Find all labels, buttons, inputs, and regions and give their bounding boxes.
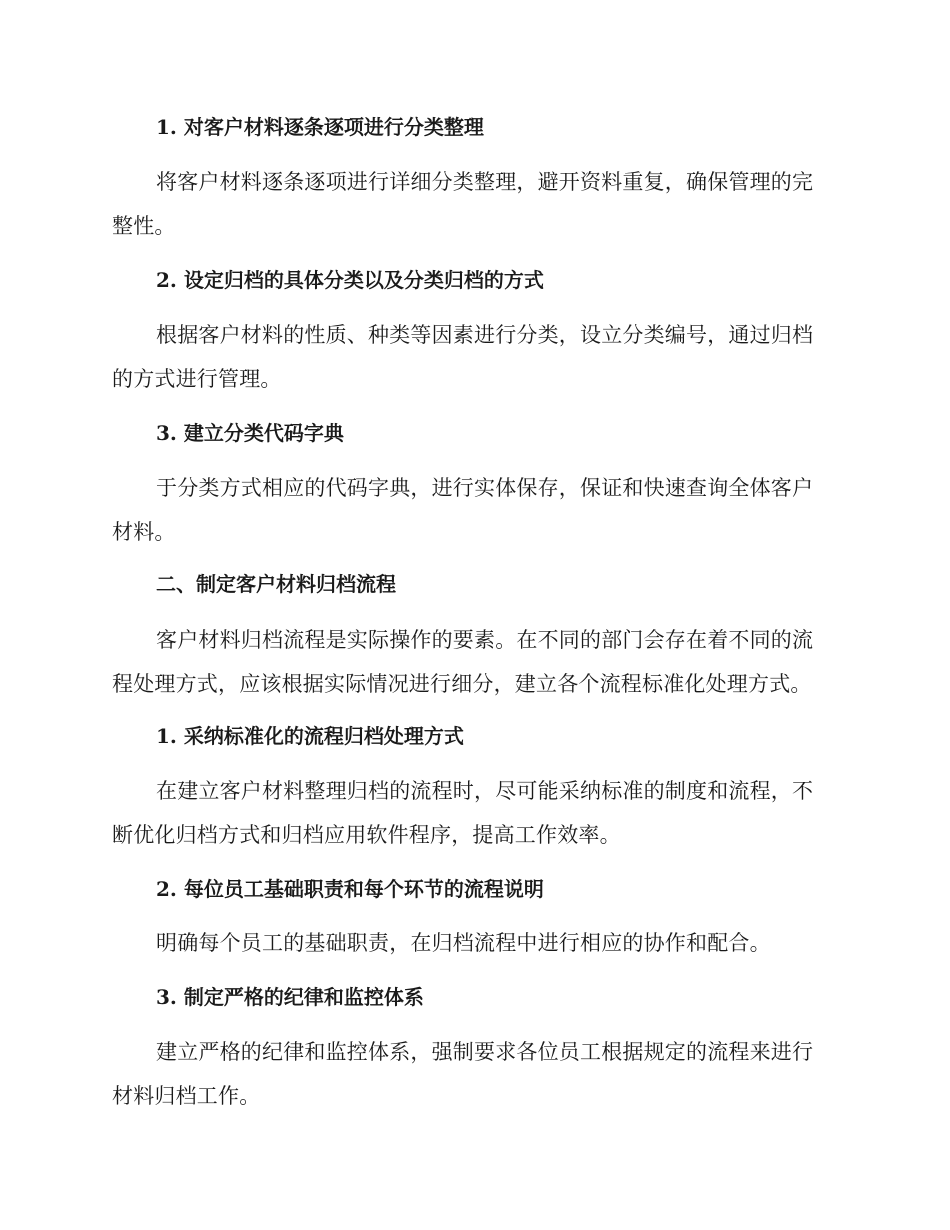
section-heading: 2. 每位员工基础职责和每个环节的流程说明 bbox=[156, 877, 544, 901]
section-paragraph: 建立严格的纪律和监控体系，强制要求各位员工根据规定的流程来进行材料归档工作。 bbox=[112, 1040, 814, 1108]
section-heading: 2. 设定归档的具体分类以及分类归档的方式 bbox=[156, 268, 544, 292]
section-paragraph: 在建立客户材料整理归档的流程时，尽可能采纳标准的制度和流程，不断优化归档方式和归档应用软件程序，提高工作效率。 bbox=[112, 779, 814, 847]
section-paragraph: 明确每个员工的基础职责，在归档流程中进行相应的协作和配合。 bbox=[156, 931, 771, 955]
section-heading: 1. 对客户材料逐条逐项进行分类整理 bbox=[156, 115, 484, 139]
chapter-heading: 二、制定客户材料归档流程 bbox=[156, 572, 396, 596]
section-heading: 1. 采纳标准化的流程归档处理方式 bbox=[156, 724, 464, 748]
section-paragraph: 客户材料归档流程是实际操作的要素。在不同的部门会存在着不同的流程处理方式，应该根据实际情况进行细分，建立各个流程标准化处理方式。 bbox=[112, 628, 814, 696]
section-paragraph: 于分类方式相应的代码字典，进行实体保存，保证和快速查询全体客户材料。 bbox=[112, 476, 814, 544]
section-heading: 3. 制定严格的纪律和监控体系 bbox=[156, 985, 424, 1009]
section-heading: 3. 建立分类代码字典 bbox=[156, 421, 344, 445]
section-paragraph: 将客户材料逐条逐项进行详细分类整理，避开资料重复，确保管理的完整性。 bbox=[112, 170, 814, 238]
section-paragraph: 根据客户材料的性质、种类等因素进行分类，设立分类编号，通过归档的方式进行管理。 bbox=[112, 323, 814, 391]
